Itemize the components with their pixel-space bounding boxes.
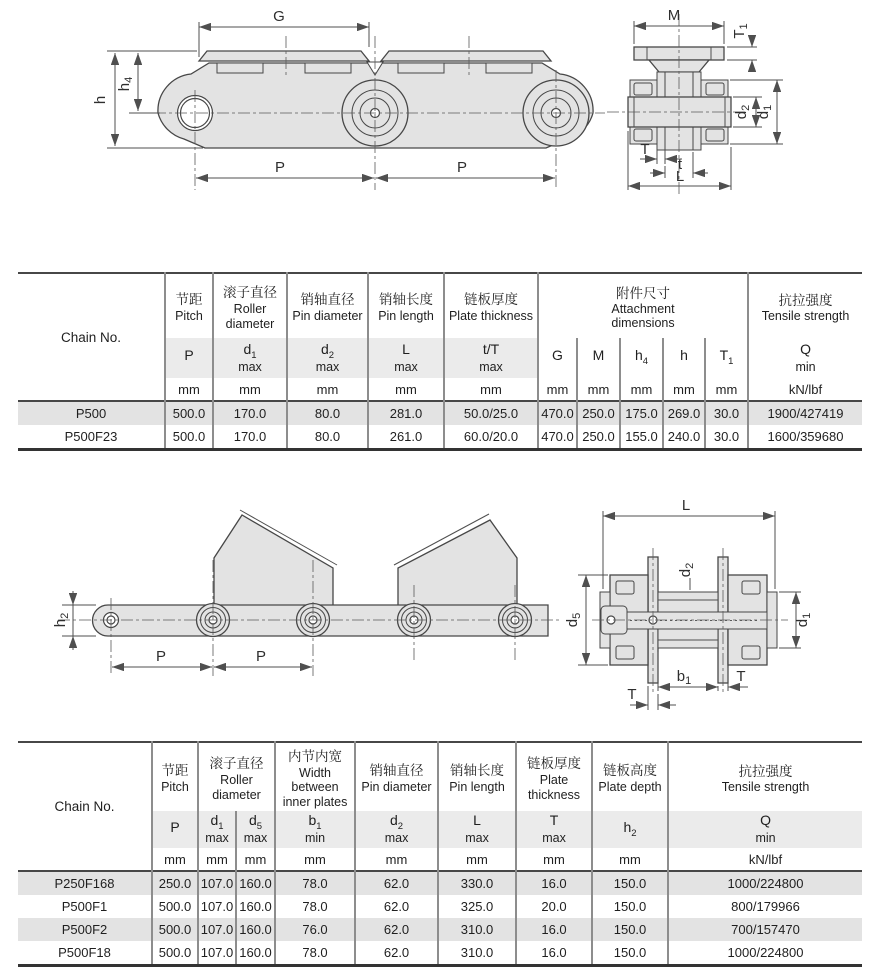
header-units-row: mm mm mm mm mm mm mm mm mm mm kN/lbf	[18, 378, 862, 401]
dim-label-h2: $h_2$	[52, 612, 71, 628]
spec-table-top-wrap	[18, 272, 862, 451]
col-header-tensile-strength: 抗拉强度 Tensile strength	[668, 742, 862, 811]
col-header-plate-thickness: 链板厚度 Plate thickness	[516, 742, 592, 811]
symbol-P: P	[165, 338, 213, 378]
dim-label-P1: P	[274, 159, 286, 176]
col-header-plate-thickness: 链板厚度 Plate thickness	[444, 273, 538, 338]
symbol-h4: $h_4$	[620, 338, 663, 378]
symbol-M: M	[577, 338, 620, 378]
dim-label-d1: $d_1$	[794, 612, 813, 628]
table-row: P250F168 250.0 107.0 160.0 78.0 62.0 330.0 16.0 150.0 1000/224800	[18, 871, 862, 895]
spec-table-top	[18, 272, 862, 451]
dim-label-d2: $d_2$	[733, 104, 752, 120]
roller-section-view-drawing	[564, 497, 813, 710]
wing-plates	[214, 510, 517, 606]
symbol-d1-max: $d_1$ max	[213, 338, 287, 378]
top-drawings	[0, 0, 880, 235]
symbol-d5-max: $d_5$ max	[236, 811, 275, 848]
col-header-pin-diameter: 销轴直径 Pin diameter	[287, 273, 368, 338]
symbol-h2: $h_2$	[592, 811, 668, 848]
col-header-pin-length: 销轴长度 Pin length	[368, 273, 444, 338]
bottom-drawings	[0, 480, 880, 720]
dim-label-h4: $h_4$	[116, 76, 135, 92]
col-header-plate-depth: 链板高度 Plate depth	[592, 742, 668, 811]
col-header-width-inner-plates: 内节内宽 Width between inner plates	[275, 742, 355, 811]
dim-label-T-right: T	[736, 668, 746, 685]
col-header-pin-length: 销轴长度 Pin length	[438, 742, 516, 811]
symbol-T-max: T max	[516, 811, 592, 848]
dim-label-d1: $d_1$	[755, 104, 774, 120]
chain-side-view-drawing	[92, 8, 605, 190]
dim-label-L: L	[681, 497, 691, 514]
wing-chain-side-view-drawing	[52, 510, 560, 676]
dim-label-G: G	[273, 8, 285, 25]
col-header-roller-diameter: 滚子直径 Roller diameter	[198, 742, 275, 811]
header-names-row	[18, 273, 862, 338]
top-drawings-svg	[0, 0, 880, 230]
header-names-row	[18, 742, 862, 811]
symbol-tT-max: t/T max	[444, 338, 538, 378]
symbol-L-max: L max	[368, 338, 444, 378]
symbol-h: h	[663, 338, 705, 378]
dim-label-T1: $T_1$	[731, 23, 750, 39]
symbol-Q-min: Q min	[748, 338, 862, 378]
symbol-L-max: L max	[438, 811, 516, 848]
symbol-P: P	[152, 811, 198, 848]
dim-label-T-left: T	[627, 686, 637, 703]
header-units-row: mm mm mm mm mm mm mm mm kN/lbf	[18, 848, 862, 871]
col-header-roller-diameter: 滚子直径 Roller diameter	[213, 273, 287, 338]
dim-label-P2: P	[255, 648, 267, 665]
table-row: P500F2 500.0 107.0 160.0 76.0 62.0 310.0 16.0 150.0 700/157470	[18, 918, 862, 941]
col-header-pitch: 节距 Pitch	[165, 273, 213, 338]
chain-no-header: Chain No.	[60, 329, 122, 345]
symbol-d1-max: $d_1$ max	[198, 811, 236, 848]
table-row: P500 500.0 170.0 80.0 281.0 50.0/25.0 470.0 250.0 175.0 269.0 30.0 1900/427419	[18, 401, 862, 425]
symbol-d2-max: $d_2$ max	[287, 338, 368, 378]
dim-label-d5: $d_5$	[564, 612, 583, 628]
symbol-Q-min: Q min	[668, 811, 862, 848]
dim-label-t: t	[677, 156, 683, 173]
dim-label-M: M	[667, 7, 681, 24]
table-row: P500F23 500.0 170.0 80.0 261.0 60.0/20.0 470.0 250.0 155.0 240.0 30.0 1600/359680	[18, 425, 862, 450]
dim-label-P2: P	[456, 159, 468, 176]
symbol-G: G	[538, 338, 577, 378]
pin-section-view-drawing	[607, 7, 783, 196]
col-header-pin-diameter: 销轴直径 Pin diameter	[355, 742, 438, 811]
dim-label-d2: $d_2$	[677, 562, 696, 578]
spec-table-bottom-wrap	[18, 741, 862, 967]
dim-label-b1: $b_1$	[676, 668, 692, 687]
chain-no-header: Chain No.	[54, 799, 115, 814]
col-header-attachment-dimensions: 附件尺寸 Attachment dimensions	[538, 273, 748, 338]
table-row: P500F1 500.0 107.0 160.0 78.0 62.0 325.0 20.0 150.0 800/179966	[18, 895, 862, 918]
symbol-b1-min: $b_1$ min	[275, 811, 355, 848]
dim-label-T: T	[640, 141, 650, 158]
dim-label-L: L	[675, 168, 685, 185]
dim-label-h: h	[92, 95, 109, 105]
col-header-pitch: 节距 Pitch	[152, 742, 198, 811]
col-header-tensile-strength: 抗拉强度 Tensile strength	[748, 273, 862, 338]
spec-table-bottom	[18, 741, 862, 967]
symbol-T1: $T_1$	[705, 338, 748, 378]
table-row: P500F18 500.0 107.0 160.0 78.0 62.0 310.0 16.0 150.0 1000/224800	[18, 941, 862, 966]
bottom-drawings-svg	[0, 480, 880, 715]
symbol-d2-max: $d_2$ max	[355, 811, 438, 848]
dim-label-P1: P	[155, 648, 167, 665]
